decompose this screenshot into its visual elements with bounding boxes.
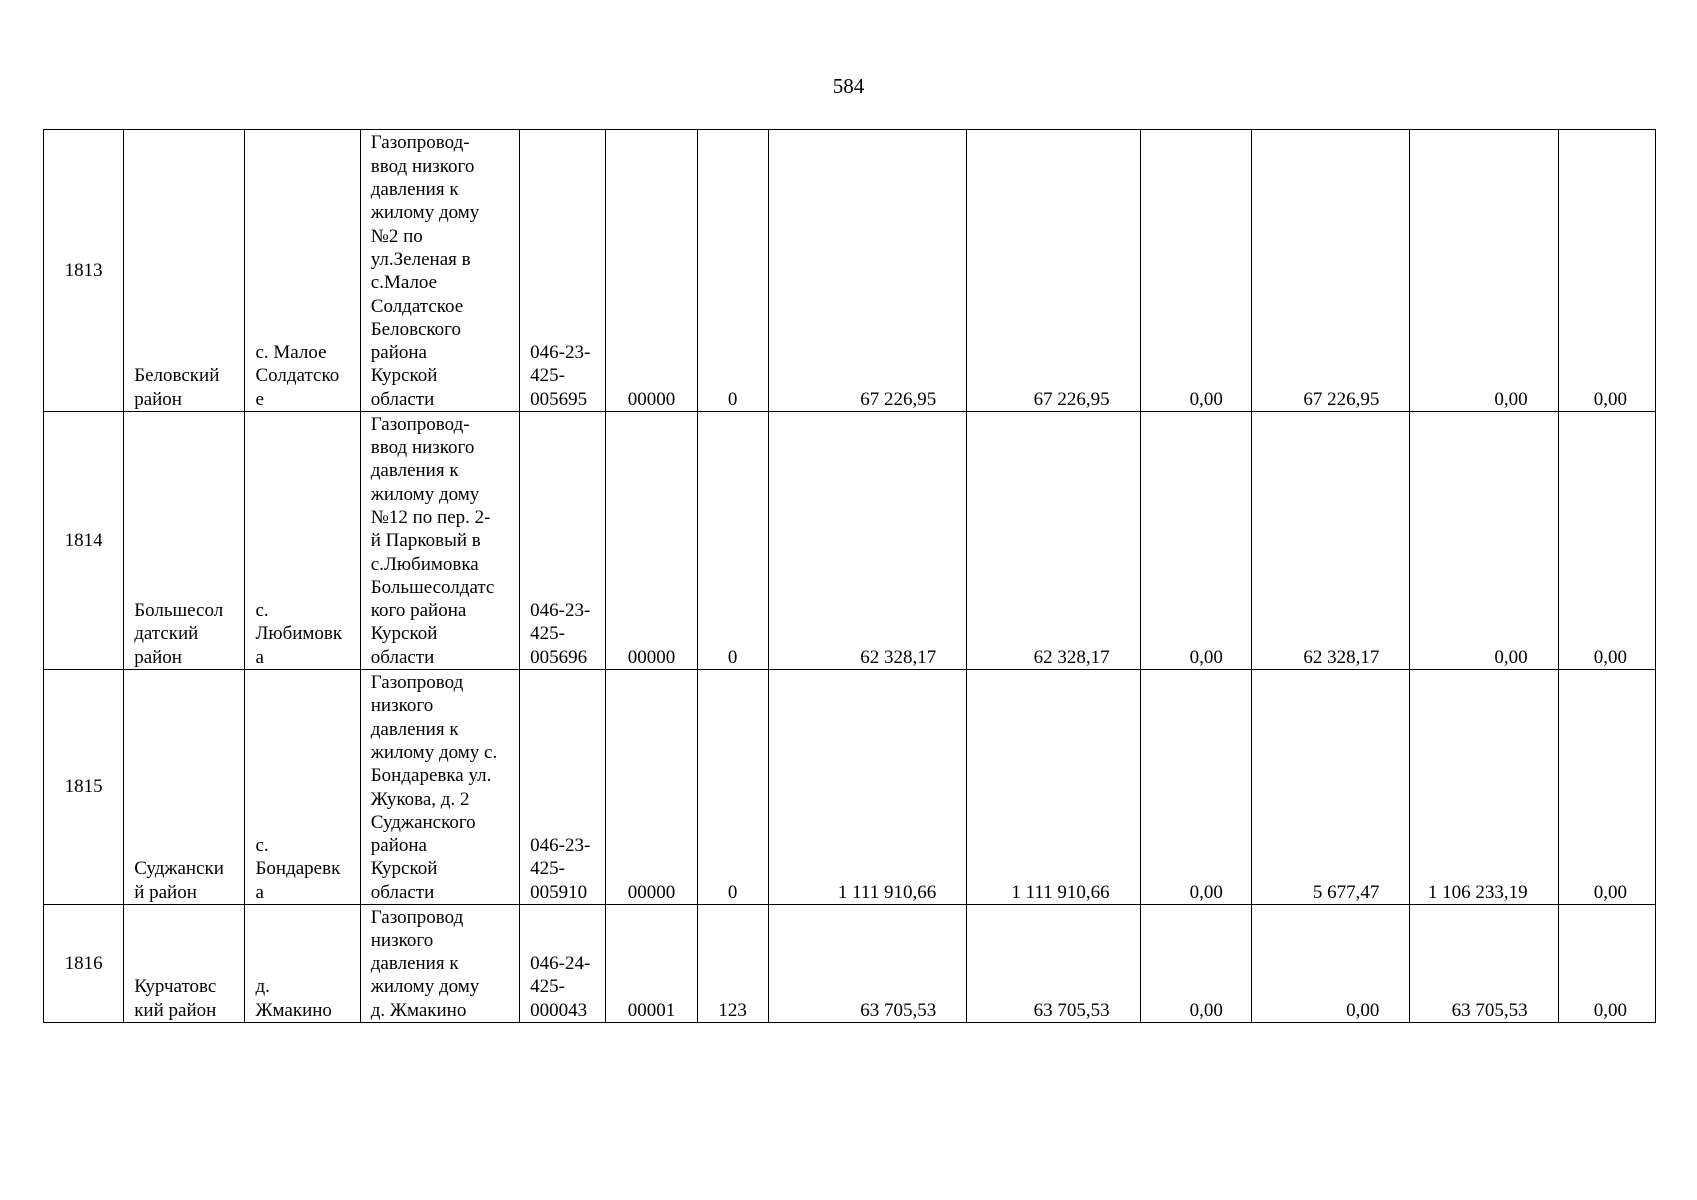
value-3-cell: 0,00	[1140, 412, 1251, 670]
locality-text: д. Жмакино	[255, 976, 332, 1021]
object-name-text: Газопровод низкого давления к жилому дому д. Жмакино	[370, 906, 480, 1021]
district-cell	[124, 130, 245, 412]
locality-text: с. Бондаревк а	[255, 835, 341, 903]
value-1-cell: 67 226,95	[768, 130, 966, 412]
table-row	[44, 670, 1656, 905]
table-row	[44, 905, 1656, 1023]
value-1-cell: 63 705,53	[768, 905, 966, 1023]
quantity-cell: 123	[697, 905, 768, 1023]
value-5-cell: 1 106 233,19	[1410, 670, 1558, 905]
value-2-cell: 63 705,53	[967, 905, 1140, 1023]
district-text: Большесол датский район	[134, 600, 224, 668]
value-5-cell: 63 705,53	[1410, 905, 1558, 1023]
district-cell	[124, 905, 245, 1023]
cadastral-code-cell	[520, 130, 606, 412]
locality-text: с. Малое Солдатско е	[255, 342, 340, 410]
registry-table-body	[44, 130, 1656, 1023]
table-row	[44, 412, 1656, 670]
value-2-cell: 1 111 910,66	[967, 670, 1140, 905]
cadastral-code-cell	[520, 905, 606, 1023]
object-name-cell	[360, 130, 519, 412]
district-text: Беловский район	[134, 365, 220, 410]
value-2-cell: 62 328,17	[967, 412, 1140, 670]
table-row	[44, 130, 1656, 412]
registry-table	[43, 129, 1656, 1023]
locality-cell	[245, 905, 360, 1023]
row-number-cell: 1816	[44, 905, 124, 1023]
value-6-cell: 0,00	[1558, 412, 1655, 670]
locality-text: с. Любимовк а	[255, 600, 343, 668]
locality-cell	[245, 670, 360, 905]
cadastral-code-text: 046-23- 425- 005910	[530, 835, 591, 903]
row-number-cell: 1815	[44, 670, 124, 905]
locality-cell	[245, 130, 360, 412]
row-number-cell: 1814	[44, 412, 124, 670]
value-5-cell: 0,00	[1410, 412, 1558, 670]
object-name-text: Газопровод низкого давления к жилому дому с. Бондаревка ул. Жукова, д. 2 Суджанского района Курской области	[370, 672, 498, 903]
value-1-cell: 62 328,17	[768, 412, 966, 670]
district-text: Курчатовс кий район	[134, 976, 217, 1021]
object-name-text: Газопровод- ввод низкого давления к жилому дому №2 по ул.Зеленая в с.Малое Солдатское Беловского района Курской области	[370, 132, 480, 410]
quantity-cell: 0	[697, 130, 768, 412]
value-5-cell: 0,00	[1410, 130, 1558, 412]
quantity-cell: 0	[697, 412, 768, 670]
object-name-text: Газопровод- ввод низкого давления к жилому дому №12 по пер. 2- й Парковый в с.Любимовка Большесолдатс кого района Курской области	[370, 413, 495, 668]
object-name-cell	[360, 670, 519, 905]
value-6-cell: 0,00	[1558, 905, 1655, 1023]
object-name-cell	[360, 412, 519, 670]
value-6-cell: 0,00	[1558, 130, 1655, 412]
value-4-cell: 67 226,95	[1251, 130, 1409, 412]
sub-code-cell: 00000	[606, 130, 697, 412]
page-number: 584	[832, 74, 865, 98]
value-3-cell: 0,00	[1140, 905, 1251, 1023]
value-3-cell: 0,00	[1140, 130, 1251, 412]
district-text: Суджански й район	[134, 858, 224, 903]
cadastral-code-text: 046-24- 425- 000043	[530, 953, 591, 1021]
district-cell	[124, 412, 245, 670]
value-4-cell: 0,00	[1251, 905, 1409, 1023]
value-4-cell: 62 328,17	[1251, 412, 1409, 670]
sub-code-cell: 00000	[606, 670, 697, 905]
locality-cell	[245, 412, 360, 670]
sub-code-cell: 00000	[606, 412, 697, 670]
quantity-cell: 0	[697, 670, 768, 905]
value-2-cell: 67 226,95	[967, 130, 1140, 412]
cadastral-code-text: 046-23- 425- 005696	[530, 600, 591, 668]
value-4-cell: 5 677,47	[1251, 670, 1409, 905]
cadastral-code-cell	[520, 670, 606, 905]
cadastral-code-cell	[520, 412, 606, 670]
district-cell	[124, 670, 245, 905]
cadastral-code-text: 046-23- 425- 005695	[530, 342, 591, 410]
row-number-cell: 1813	[44, 130, 124, 412]
value-1-cell: 1 111 910,66	[768, 670, 966, 905]
value-6-cell: 0,00	[1558, 670, 1655, 905]
sub-code-cell: 00001	[606, 905, 697, 1023]
value-3-cell: 0,00	[1140, 670, 1251, 905]
object-name-cell	[360, 905, 519, 1023]
